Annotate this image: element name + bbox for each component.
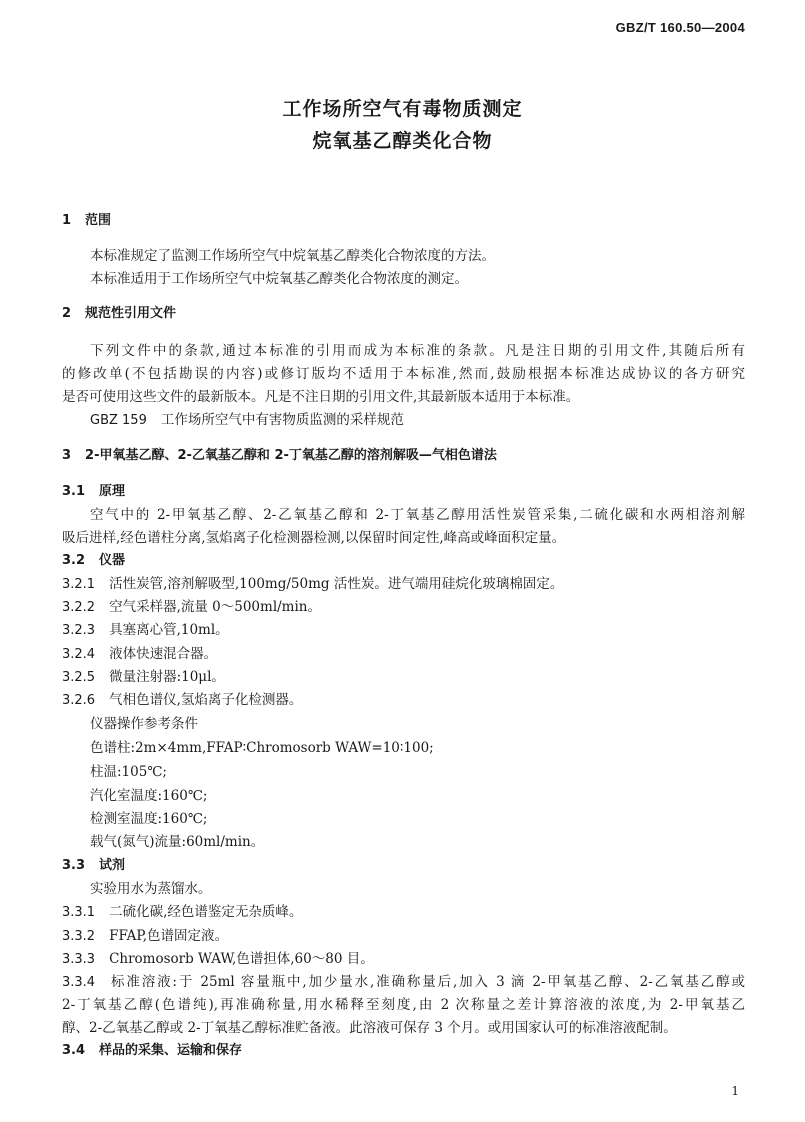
subsection-number: 3.4 — [62, 1043, 86, 1058]
item-number: 3.2.6 — [62, 693, 96, 708]
instrument-item — [62, 667, 225, 688]
reagent-item — [62, 972, 745, 993]
section-3-heading — [62, 446, 497, 466]
item-number: 3.3.1 — [62, 905, 96, 920]
item-text: 标准溶液:于 25ml 容量瓶中,加少量水,准确称量后,加入 3 滴 2-甲氧基乙醇、2-乙氧基乙醇或 — [109, 974, 745, 990]
section-number: 3 — [62, 448, 72, 463]
paragraph: 实验用水为蒸馏水。 — [90, 881, 212, 897]
condition-column: 色谱柱:2m×4mm,FFAP∶Chromosorb WAW=10∶100; — [90, 740, 434, 756]
paragraph-line: 空气中的 2-甲氧基乙醇、2-乙氧基乙醇和 2-丁氧基乙醇用活性炭管采集,二硫化碳和水两相溶剂解 — [90, 507, 745, 523]
subsection-3-3-heading — [62, 856, 125, 876]
page-number: 1 — [731, 1084, 739, 1098]
item-number: 3.2.2 — [62, 600, 96, 615]
paragraph-line: 下列文件中的条款,通过本标准的引用而成为本标准的条款。凡是注日期的引用文件,其随后所有 — [90, 343, 745, 359]
item-number: 3.3.4 — [62, 975, 96, 990]
section-1-heading — [62, 211, 111, 231]
instrument-item — [62, 690, 302, 711]
subsection-3-1-heading — [62, 482, 125, 502]
paragraph-line: 醇、2-乙氧基乙醇或 2-丁氧基乙醇标准贮备液。此溶液可保存 3 个月。或用国家认可的标准溶液配制。 — [62, 1020, 677, 1036]
reagent-item — [62, 949, 374, 970]
item-number: 3.3.2 — [62, 929, 96, 944]
reagent-item — [62, 926, 228, 947]
item-text: 空气采样器,流量 0～500ml/min。 — [109, 599, 321, 615]
paragraph-line: 的修改单(不包括勘误的内容)或修订版均不适用于本标准,然而,鼓励根据本标准达成协议的各方研究 — [62, 366, 745, 382]
section-title: 规范性引用文件 — [85, 306, 177, 321]
paragraph-line: 是否可使用这些文件的最新版本。凡是不注日期的引用文件,其最新版本适用于本标准。 — [62, 389, 580, 405]
paragraph: 本标准规定了监测工作场所空气中烷氧基乙醇类化合物浓度的方法。 — [90, 248, 495, 264]
item-text: 微量注射器:10μl。 — [109, 669, 225, 685]
item-text: 气相色谱仪,氢焰离子化检测器。 — [109, 692, 303, 708]
standard-code: GBZ/T 160.50—2004 — [615, 20, 745, 35]
reference-title: 工作场所空气中有害物质监测的采样规范 — [160, 412, 404, 428]
section-2-heading — [62, 304, 176, 324]
subsection-number: 3.2 — [62, 553, 86, 568]
subsection-title: 原理 — [99, 484, 126, 499]
item-text: 二硫化碳,经色谱鉴定无杂质峰。 — [109, 904, 303, 920]
instrument-item — [62, 597, 321, 618]
paragraph: 本标准适用于工作场所空气中烷氧基乙醇类化合物浓度的测定。 — [90, 271, 468, 287]
document-title-line1: 工作场所空气有毒物质测定 — [282, 98, 523, 120]
subsection-3-2-heading — [62, 551, 125, 571]
item-text: Chromosorb WAW,色谱担体,60～80 目。 — [109, 951, 374, 967]
section-number: 1 — [62, 213, 72, 228]
paragraph-line: 2-丁氧基乙醇(色谱纯),再准确称量,用水稀释至刻度,由 2 次称量之差计算溶液的浓度,为 2-甲氧基乙 — [62, 997, 745, 1013]
instrument-item — [62, 644, 217, 665]
subsection-3-4-heading — [62, 1041, 242, 1061]
reference-code: GBZ 159 — [90, 413, 147, 428]
item-text: FFAP,色谱固定液。 — [109, 928, 229, 944]
instrument-item — [62, 574, 563, 595]
subsection-number: 3.3 — [62, 858, 86, 873]
subsection-title: 试剂 — [99, 858, 126, 873]
item-number: 3.2.4 — [62, 647, 96, 662]
reagent-item — [62, 902, 302, 923]
condition-column-temp: 柱温:105℃; — [90, 764, 167, 780]
document-title-line2: 烷氧基乙醇类化合物 — [312, 130, 493, 152]
subsection-title: 仪器 — [99, 553, 126, 568]
section-title: 2-甲氧基乙醇、2-乙氧基乙醇和 2-丁氧基乙醇的溶剂解吸—气相色谱法 — [85, 448, 497, 463]
item-number: 3.2.3 — [62, 623, 96, 638]
item-number: 3.2.5 — [62, 670, 96, 685]
condition-detector-temp: 检测室温度:160℃; — [90, 811, 208, 827]
section-title: 范围 — [85, 213, 112, 228]
subsection-number: 3.1 — [62, 484, 86, 499]
item-number: 3.3.3 — [62, 952, 96, 967]
operating-conditions-title: 仪器操作参考条件 — [90, 716, 198, 732]
section-number: 2 — [62, 306, 72, 321]
normative-reference — [90, 410, 404, 431]
condition-carrier-gas: 载气(氮气)流量:60ml/min。 — [90, 834, 265, 850]
item-text: 活性炭管,溶剂解吸型,100mg/50mg 活性炭。进气端用硅烷化玻璃棉固定。 — [109, 576, 564, 592]
item-number: 3.2.1 — [62, 577, 96, 592]
instrument-item — [62, 620, 229, 641]
paragraph-line: 吸后进样,经色谱柱分离,氢焰离子化检测器检测,以保留时间定性,峰高或峰面积定量。 — [62, 530, 566, 546]
condition-vaporizer-temp: 汽化室温度:160℃; — [90, 788, 208, 804]
item-text: 液体快速混合器。 — [109, 646, 218, 662]
item-text: 具塞离心管,10ml。 — [109, 622, 229, 638]
subsection-title: 样品的采集、运输和保存 — [99, 1043, 243, 1058]
